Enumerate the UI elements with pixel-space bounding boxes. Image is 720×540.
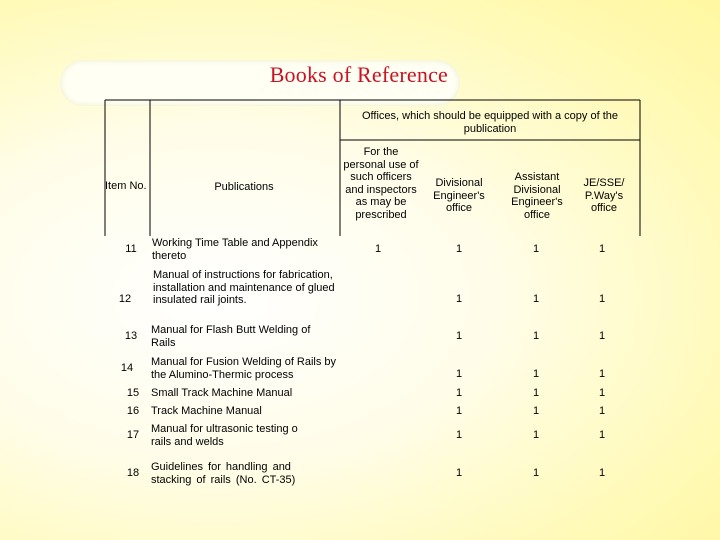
je-count: 1 bbox=[598, 429, 606, 441]
je-count: 1 bbox=[598, 467, 606, 479]
divisional-count: 1 bbox=[455, 405, 463, 417]
publications-header: Publications bbox=[214, 181, 274, 193]
divisional-count: 1 bbox=[455, 387, 463, 399]
publication-title: Manual of instructions for fabrication, installation and maintenance of glued insulated rail joints. bbox=[153, 269, 335, 306]
je-count: 1 bbox=[598, 243, 606, 255]
publication-title: Manual for ultrasonic testing o rails and welds bbox=[151, 423, 298, 448]
publication-title: Small Track Machine Manual bbox=[151, 387, 293, 399]
assistant-count: 1 bbox=[532, 387, 540, 399]
divisional-count: 1 bbox=[455, 467, 463, 479]
item-number: 13 bbox=[124, 330, 138, 342]
divisional-count: 1 bbox=[455, 243, 463, 255]
assistant-count: 1 bbox=[532, 405, 540, 417]
personal-use-header: For the personal use of such officers and inspectors as may be prescribed bbox=[343, 146, 419, 221]
assistant-count: 1 bbox=[532, 368, 540, 380]
item-number: 16 bbox=[126, 405, 140, 417]
offices-group-header: Offices, which should be equipped with a copy of the publication bbox=[361, 110, 618, 135]
publication-title: Working Time Table and Appendix thereto bbox=[152, 237, 318, 262]
publication-title: Manual for Flash Butt Welding of Rails bbox=[151, 324, 311, 349]
divisional-count: 1 bbox=[455, 368, 463, 380]
personal-use-count: 1 bbox=[374, 243, 382, 255]
divisional-count: 1 bbox=[455, 293, 463, 305]
je-count: 1 bbox=[598, 293, 606, 305]
assistant-divisional-engineer-header: Assistant Divisional Engineer's office bbox=[511, 171, 563, 221]
je-count: 1 bbox=[598, 387, 606, 399]
item-number: 11 bbox=[125, 243, 137, 255]
divisional-count: 1 bbox=[455, 330, 463, 342]
je-count: 1 bbox=[598, 330, 606, 342]
assistant-count: 1 bbox=[532, 243, 540, 255]
je-count: 1 bbox=[598, 405, 606, 417]
item-no-header: Item No. bbox=[105, 180, 147, 192]
assistant-count: 1 bbox=[532, 330, 540, 342]
divisional-count: 1 bbox=[455, 429, 463, 441]
assistant-count: 1 bbox=[532, 467, 540, 479]
item-number: 14 bbox=[120, 362, 134, 374]
item-number: 18 bbox=[126, 467, 140, 479]
publication-title: Track Machine Manual bbox=[151, 405, 262, 417]
je-count: 1 bbox=[598, 368, 606, 380]
publication-title: Manual for Fusion Welding of Rails by the Alumino-Thermic process bbox=[151, 356, 337, 381]
page-title: Books of Reference bbox=[269, 62, 448, 87]
assistant-count: 1 bbox=[532, 293, 540, 305]
divisional-engineer-header: Divisional Engineer's office bbox=[433, 177, 485, 214]
item-number: 12 bbox=[118, 293, 132, 305]
publication-title: Guidelines for handling and stacking of rails (No. CT-35) bbox=[151, 461, 296, 486]
item-number: 17 bbox=[126, 429, 140, 441]
item-number: 15 bbox=[126, 387, 140, 399]
assistant-count: 1 bbox=[532, 429, 540, 441]
je-sse-pway-header: JE/SSE/ P.Way's office bbox=[583, 177, 625, 214]
